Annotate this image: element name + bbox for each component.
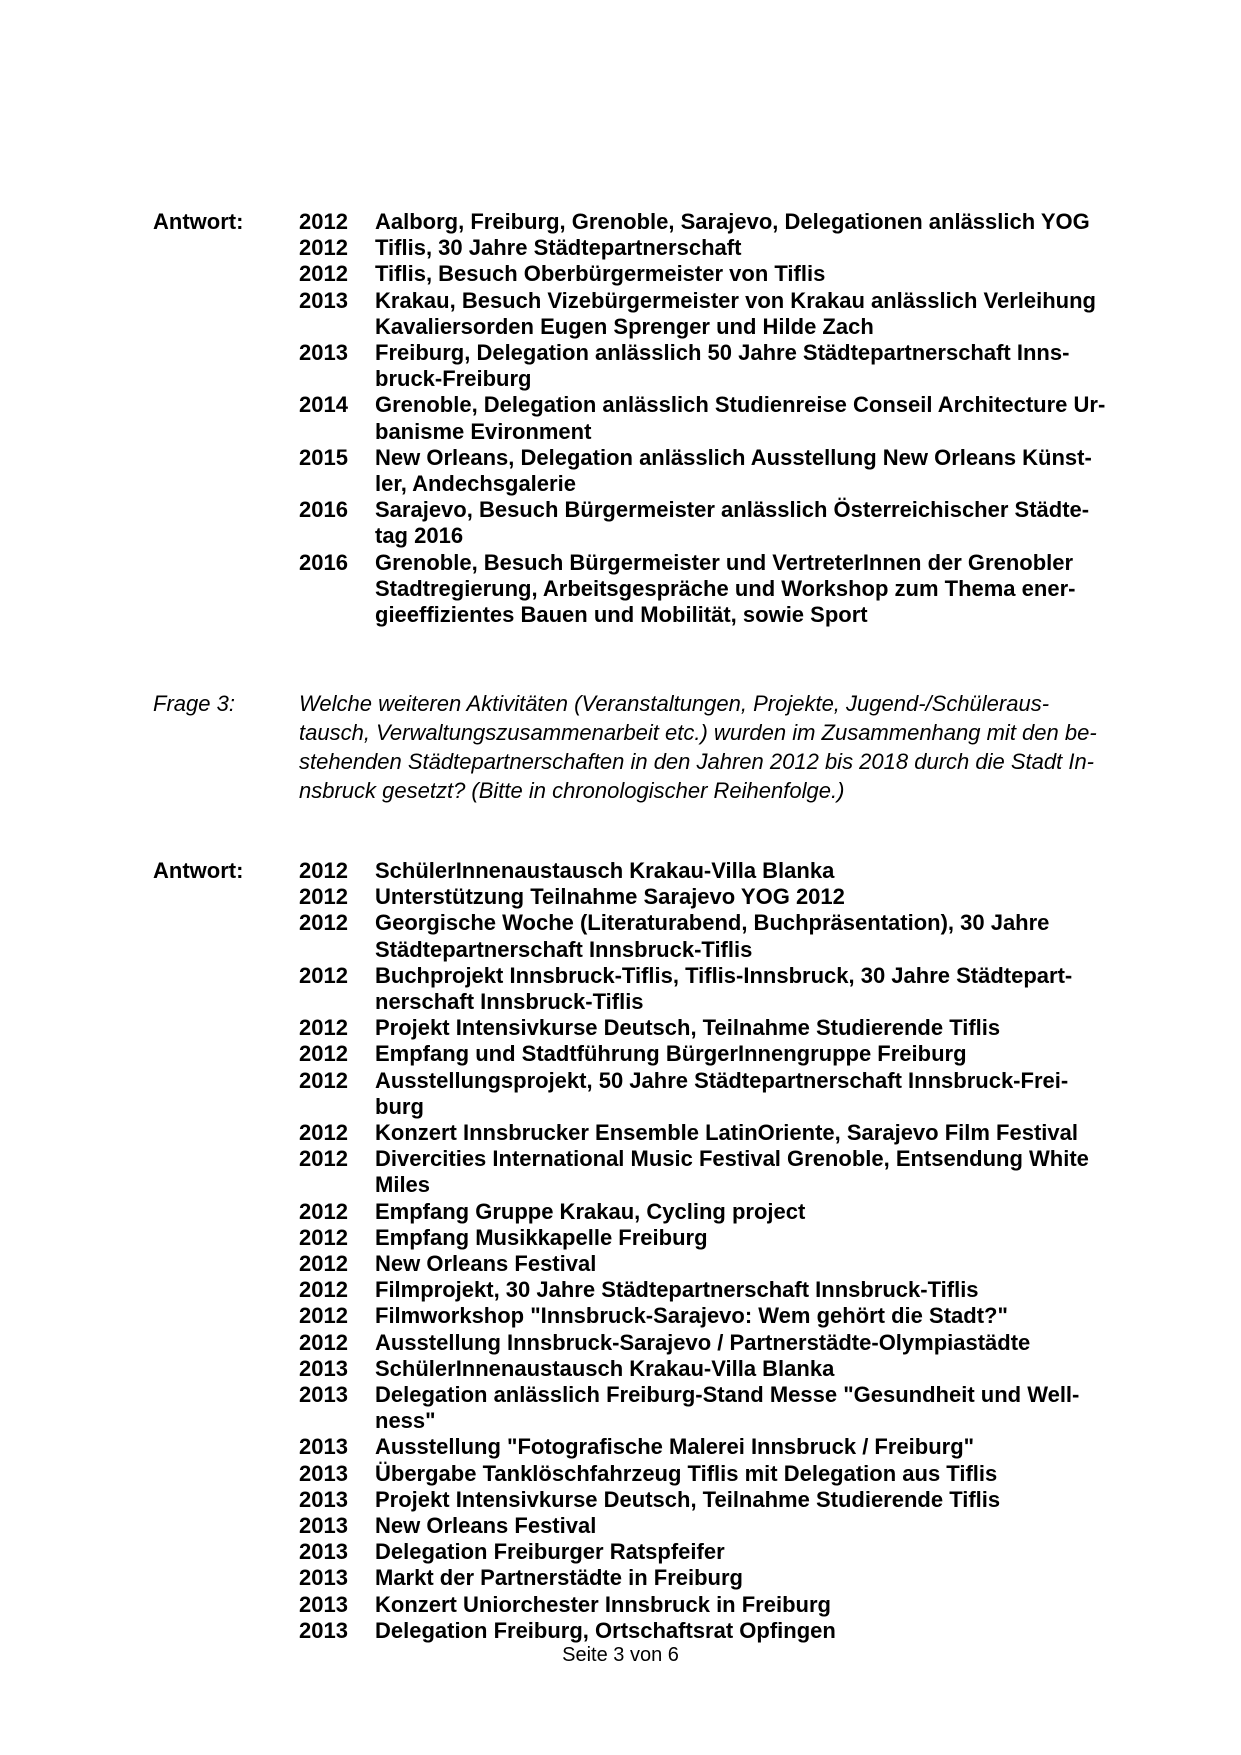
list-item xyxy=(299,1199,1143,1225)
list-item xyxy=(299,1330,1143,1356)
answer-section-1 xyxy=(153,209,1143,628)
question-text: Welche weiteren Aktivitäten (Veranstaltungen, Projekte, Jugend-/Schüleraus- tausch, Verwaltungszusammenarbeit etc.) wurden im Zusammenhang mit den be- stehenden Städtepartnerschaften in den Jahren 2012 bis 2018 durch die Stadt In- nsbruck gesetzt? (Bitte in chronologischer Reihenfolge.) xyxy=(299,691,1097,803)
entry-text: Projekt Intensivkurse Deutsch, Teilnahme Studierende Tiflis xyxy=(375,1486,1001,1512)
list-item xyxy=(299,1356,1143,1382)
entry-year: 2012 xyxy=(299,261,348,287)
entry-text: Krakau, Besuch Vizebürgermeister von Krakau anlässlich Verleihung Kavaliersorden Eugen Sprenger und Hilde Zach xyxy=(375,287,1096,339)
entry-text: Übergabe Tanklöschfahrzeug Tiflis mit Delegation aus Tiflis xyxy=(375,1460,998,1486)
list-item xyxy=(299,261,1143,287)
entry-text: SchülerInnenaustausch Krakau-Villa Blanka xyxy=(375,858,835,883)
entry-year: 2012 xyxy=(299,209,348,234)
entry-text: Unterstützung Teilnahme Sarajevo YOG 2012 xyxy=(375,884,845,910)
entry-year: 2016 xyxy=(299,497,348,523)
entry-year: 2012 xyxy=(299,1303,348,1329)
entry-text: Divercities International Music Festival Grenoble, Entsendung White Miles xyxy=(375,1146,1089,1198)
list-item xyxy=(299,1277,1143,1303)
list-item xyxy=(299,884,1143,910)
list-item xyxy=(299,1565,1143,1591)
answer-label: Antwort: xyxy=(153,858,244,883)
entry-year: 2012 xyxy=(299,1277,348,1303)
entry-text: Aalborg, Freiburg, Grenoble, Sarajevo, Delegationen anlässlich YOG xyxy=(375,209,1090,234)
entry-text: Filmworkshop "Innsbruck-Sarajevo: Wem gehört die Stadt?" xyxy=(375,1303,1008,1329)
entry-year: 2012 xyxy=(299,235,348,261)
entry-year: 2012 xyxy=(299,910,348,936)
entry-text: Empfang und Stadtführung BürgerInnengruppe Freiburg xyxy=(375,1041,967,1067)
list-item xyxy=(299,1015,1143,1041)
entry-year: 2013 xyxy=(299,287,348,313)
entry-year: 2016 xyxy=(299,549,348,575)
entry-year: 2012 xyxy=(299,962,348,988)
entry-text: Markt der Partnerstädte in Freiburg xyxy=(375,1565,743,1591)
entry-text: New Orleans, Delegation anlässlich Ausstellung New Orleans Künst- ler, Andechsgalerie xyxy=(375,444,1092,497)
entry-year: 2012 xyxy=(299,1120,348,1146)
answer-2-entries xyxy=(299,858,1143,1644)
list-item xyxy=(299,209,1143,235)
list-item xyxy=(299,1146,1143,1198)
entry-text: Konzert Uniorchester Innsbruck in Freiburg xyxy=(375,1591,831,1617)
list-item xyxy=(299,1461,1143,1487)
entry-year: 2013 xyxy=(299,1513,348,1539)
entry-year: 2013 xyxy=(299,1539,348,1565)
list-item xyxy=(299,392,1143,444)
entry-text: Konzert Innsbrucker Ensemble LatinOriente, Sarajevo Film Festival xyxy=(375,1120,1078,1146)
entry-year: 2012 xyxy=(299,1041,348,1067)
list-item xyxy=(299,1068,1143,1120)
entry-year: 2012 xyxy=(299,1329,348,1355)
list-item xyxy=(299,550,1143,629)
list-item xyxy=(299,497,1143,549)
entry-text: Ausstellung "Fotografische Malerei Innsbruck / Freiburg" xyxy=(375,1434,975,1460)
entry-year: 2012 xyxy=(299,1015,348,1041)
list-item xyxy=(299,1382,1143,1434)
question-3-section xyxy=(153,689,1143,805)
entry-year: 2012 xyxy=(299,884,348,910)
entry-year: 2012 xyxy=(299,858,348,883)
entry-text: Delegation Freiburg, Ortschaftsrat Opfingen xyxy=(375,1617,836,1643)
question-label: Frage 3: xyxy=(153,691,235,716)
list-item xyxy=(299,1513,1143,1539)
entry-year: 2013 xyxy=(299,1460,348,1486)
entry-year: 2013 xyxy=(299,1355,348,1381)
entry-text: Grenoble, Besuch Bürgermeister und VertreterInnen der Grenobler Stadtregierung, Arbeitsgespräche und Workshop zum Thema ener- gieeffizientes Bauen und Mobilität, sowie Sport xyxy=(375,549,1076,628)
page-number: Seite 3 von 6 xyxy=(562,1644,679,1666)
entry-text: Ausstellung Innsbruck-Sarajevo / Partnerstädte-Olympiastädte xyxy=(375,1329,1031,1355)
list-item xyxy=(299,235,1143,261)
list-item xyxy=(299,1303,1143,1329)
entry-year: 2013 xyxy=(299,1591,348,1617)
list-item xyxy=(299,1618,1143,1644)
entry-text: Sarajevo, Besuch Bürgermeister anlässlich Österreichischer Städte- tag 2016 xyxy=(375,497,1090,549)
entry-text: New Orleans Festival xyxy=(375,1251,597,1277)
list-item xyxy=(299,340,1143,392)
list-item xyxy=(299,1251,1143,1277)
list-item xyxy=(299,445,1143,497)
entry-text: Grenoble, Delegation anlässlich Studienreise Conseil Architecture Ur- banisme Evironment xyxy=(375,392,1106,444)
entry-text: Georgische Woche (Literaturabend, Buchpräsentation), 30 Jahre Städtepartnerschaft Innsbruck-Tiflis xyxy=(375,910,1050,962)
list-item xyxy=(299,1487,1143,1513)
entry-year: 2013 xyxy=(299,1434,348,1460)
list-item xyxy=(299,963,1143,1015)
entry-year: 2014 xyxy=(299,392,348,418)
entry-text: Empfang Gruppe Krakau, Cycling project xyxy=(375,1198,806,1224)
entry-text: Tiflis, Besuch Oberbürgermeister von Tiflis xyxy=(375,261,826,287)
list-item xyxy=(299,858,1143,884)
list-item xyxy=(299,1592,1143,1618)
entry-text: Delegation anlässlich Freiburg-Stand Messe "Gesundheit und Well- ness" xyxy=(375,1382,1080,1434)
list-item xyxy=(299,288,1143,340)
answer-1-entries xyxy=(299,209,1143,628)
entry-year: 2013 xyxy=(299,340,348,366)
entry-year: 2012 xyxy=(299,1067,348,1093)
entry-text: Tiflis, 30 Jahre Städtepartnerschaft xyxy=(375,235,742,261)
entry-year: 2013 xyxy=(299,1382,348,1408)
list-item xyxy=(299,1539,1143,1565)
entry-year: 2012 xyxy=(299,1146,348,1172)
entry-year: 2013 xyxy=(299,1486,348,1512)
entry-year: 2015 xyxy=(299,444,348,470)
entry-text: SchülerInnenaustausch Krakau-Villa Blanka xyxy=(375,1355,835,1381)
list-item xyxy=(299,1434,1143,1460)
entry-text: Filmprojekt, 30 Jahre Städtepartnerschaft Innsbruck-Tiflis xyxy=(375,1277,979,1303)
list-item xyxy=(299,910,1143,962)
entry-text: Buchprojekt Innsbruck-Tiflis, Tiflis-Innsbruck, 30 Jahre Städtepart- nerschaft Innsbruck-Tiflis xyxy=(375,962,1073,1015)
entry-text: Delegation Freiburger Ratspfeifer xyxy=(375,1539,725,1565)
entry-text: Empfang Musikkapelle Freiburg xyxy=(375,1224,708,1250)
entry-text: New Orleans Festival xyxy=(375,1513,597,1539)
entry-year: 2012 xyxy=(299,1224,348,1250)
entry-year: 2013 xyxy=(299,1565,348,1591)
list-item xyxy=(299,1041,1143,1067)
list-item xyxy=(299,1225,1143,1251)
entry-text: Freiburg, Delegation anlässlich 50 Jahre Städtepartnerschaft Inns- bruck-Freiburg xyxy=(375,340,1070,392)
answer-label: Antwort: xyxy=(153,209,244,234)
entry-year: 2012 xyxy=(299,1198,348,1224)
answer-section-2 xyxy=(153,858,1143,1644)
entry-year: 2013 xyxy=(299,1617,348,1643)
entry-text: Ausstellungsprojekt, 50 Jahre Städtepartnerschaft Innsbruck-Frei- burg xyxy=(375,1067,1069,1119)
list-item xyxy=(299,1120,1143,1146)
entry-year: 2012 xyxy=(299,1251,348,1277)
entry-text: Projekt Intensivkurse Deutsch, Teilnahme Studierende Tiflis xyxy=(375,1015,1001,1041)
